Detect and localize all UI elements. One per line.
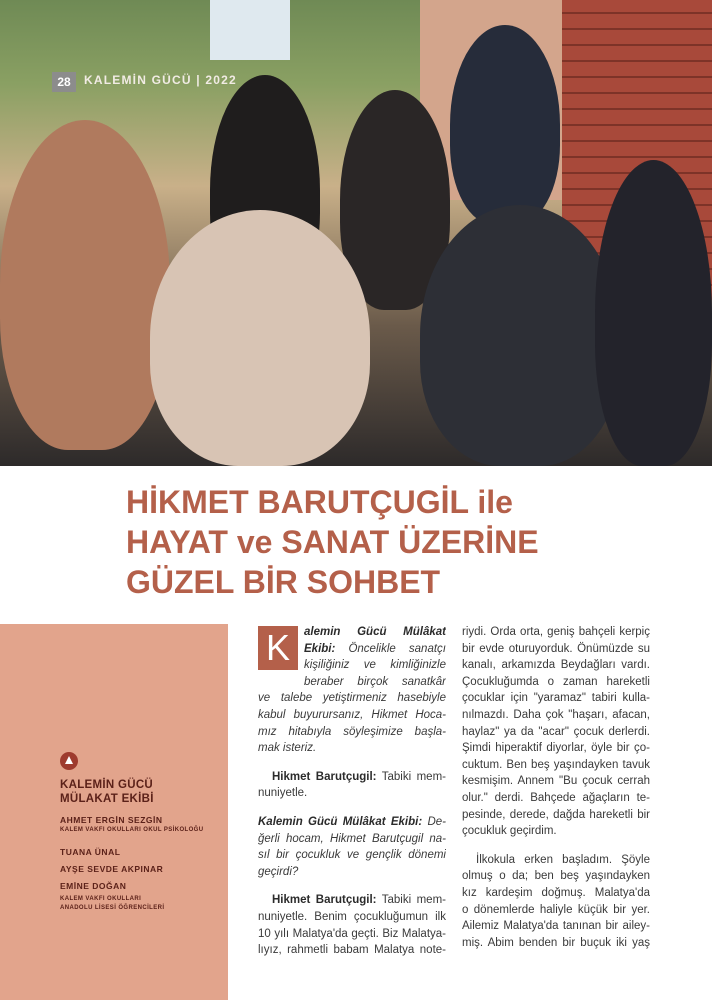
team-member-role: KALEM VAKFI OKULLARI	[60, 896, 142, 902]
team-member-role: ANADOLU LİSESİ ÖĞRENCİLERİ	[60, 905, 165, 911]
text-line: çocuklar için "yaramaz" tabiri kulla-	[462, 692, 650, 705]
text-line: lıyız, rahmetli babam Malatya note-	[258, 944, 446, 957]
photo-person	[0, 120, 170, 450]
speaker-label: Hikmet Barutçugil:	[272, 770, 377, 783]
text-line: nuniyetle. Benim çocukluğumun ilk	[258, 910, 446, 923]
triangle-up-icon	[60, 752, 78, 770]
text-line: Hikmet Barutçugil: Tabiki mem-	[272, 770, 446, 783]
speaker-label: Kalemin Gücü Mülâkat Ekibi:	[258, 815, 423, 828]
team-sidebar	[0, 624, 228, 1000]
text-line: sıl bir çocukluk ve gençlik dönemi	[258, 849, 446, 862]
team-member-name: AYŞE SEVDE AKPINAR	[60, 864, 164, 874]
team-title-line: KALEMİN GÜCÜ	[60, 779, 154, 791]
text-line: mak isteriz.	[258, 742, 317, 755]
speaker-label: Ekibi:	[304, 642, 336, 655]
photo-person	[595, 160, 712, 466]
team-title-line: MÜLAKAT EKİBİ	[60, 793, 154, 805]
text-line: kesmişim. Annem "Bu çocuk cerrah	[462, 775, 650, 788]
speaker-label: alemin Gücü Mülâkat	[304, 626, 446, 638]
group-photo	[0, 0, 712, 466]
text-line: olmuş o da; ben beş yaşındayken	[462, 870, 650, 883]
article-column-1	[258, 624, 446, 959]
text-line: kız kardeşim doğmuş. Malatya'da	[462, 886, 650, 899]
text-line: nuniyetle.	[258, 787, 308, 800]
text-line: Şimdi hiperaktif diyorlar, öyle bir ço-	[462, 742, 650, 755]
page-number: 28	[52, 72, 76, 92]
photo-person	[420, 205, 620, 466]
text-line: cuktum. Ben beş yaşındayken tavuk	[462, 758, 650, 771]
text-line: nılmazdı. Daha çok "haşarı, afacan,	[462, 708, 650, 721]
text-line: ğerli hocam, Hikmet Barutçugil na-	[258, 832, 446, 845]
text-line: 10 yılı Malatya'da geçti. Biz Malatya-	[258, 927, 446, 940]
text-line: haylaz" ya da "acar" çocuk derlerdi.	[462, 725, 650, 738]
article-column-2	[462, 624, 650, 951]
text-line: riydi. Orda orta, geniş bahçeli kerpiç	[462, 626, 650, 638]
drop-cap: K	[258, 626, 298, 670]
publication-title: KALEMİN GÜCÜ | 2022	[84, 73, 237, 87]
text-line: Hikmet Barutçugil: Tabiki mem-	[272, 894, 446, 907]
text-line: olur." derdi. Bahçede ağaçların te-	[462, 791, 650, 804]
speaker-label: Hikmet Barutçugil:	[272, 894, 377, 907]
text-line: mız hitabıyla söyleşimize başla-	[258, 725, 446, 738]
photo-sky	[210, 0, 290, 60]
headline-line: HAYAT ve SANAT ÜZERİNE	[126, 524, 539, 560]
text-line: İlkokula erken başladım. Şöyle	[476, 853, 650, 866]
team-member-name: TUANA ÜNAL	[60, 847, 121, 857]
text-line: çocukluk geçirdim.	[462, 825, 557, 838]
text-line	[258, 624, 446, 641]
article-headline	[126, 482, 686, 602]
text-line: ve talebe yetiştirmeniz hasebiyle	[258, 692, 446, 705]
photo-person	[150, 210, 370, 466]
text-line: kanalı, arkamızda Beydağları vardı.	[462, 659, 650, 672]
team-title	[60, 778, 220, 806]
team-member-name: AHMET ERGİN SEZGİN	[60, 815, 163, 825]
headline-line: HİKMET BARUTÇUGİL ile	[126, 484, 513, 520]
text-line: kabul buyurursanız, Hikmet Hoca-	[258, 708, 446, 721]
text-line: miş. Abim benden bir buçuk iki yaş	[462, 936, 650, 949]
text-line: geçirdi?	[258, 865, 299, 878]
text-line: Kalemin Gücü Mülâkat Ekibi: De-	[258, 815, 446, 828]
text-line: beraber birçok sanatkâr	[304, 675, 446, 688]
team-member-role: KALEM VAKFI OKULLARI OKUL PSİKOLOĞU	[60, 827, 204, 833]
text-line: Çocukluğumda o zaman hareketli	[462, 675, 650, 688]
text-line: pesinde, derede, dağda hareketli bir	[462, 808, 650, 821]
photo-person	[450, 25, 560, 225]
text-line: Ekibi: Öncelikle sanatçı	[304, 642, 446, 655]
text-line: bir evde oturuyorduk. Önümüzde su	[462, 642, 650, 655]
team-member-name: EMİNE DOĞAN	[60, 881, 127, 891]
text-line: kişiliğiniz ve kimliğinizle	[304, 659, 446, 672]
text-line: Ailemiz Malatya'da tanınan bir ailey-	[462, 920, 650, 933]
headline-line: GÜZEL BİR SOHBET	[126, 564, 441, 600]
text-line: o dönemlerde haliyle küçük bir yer.	[462, 903, 650, 916]
